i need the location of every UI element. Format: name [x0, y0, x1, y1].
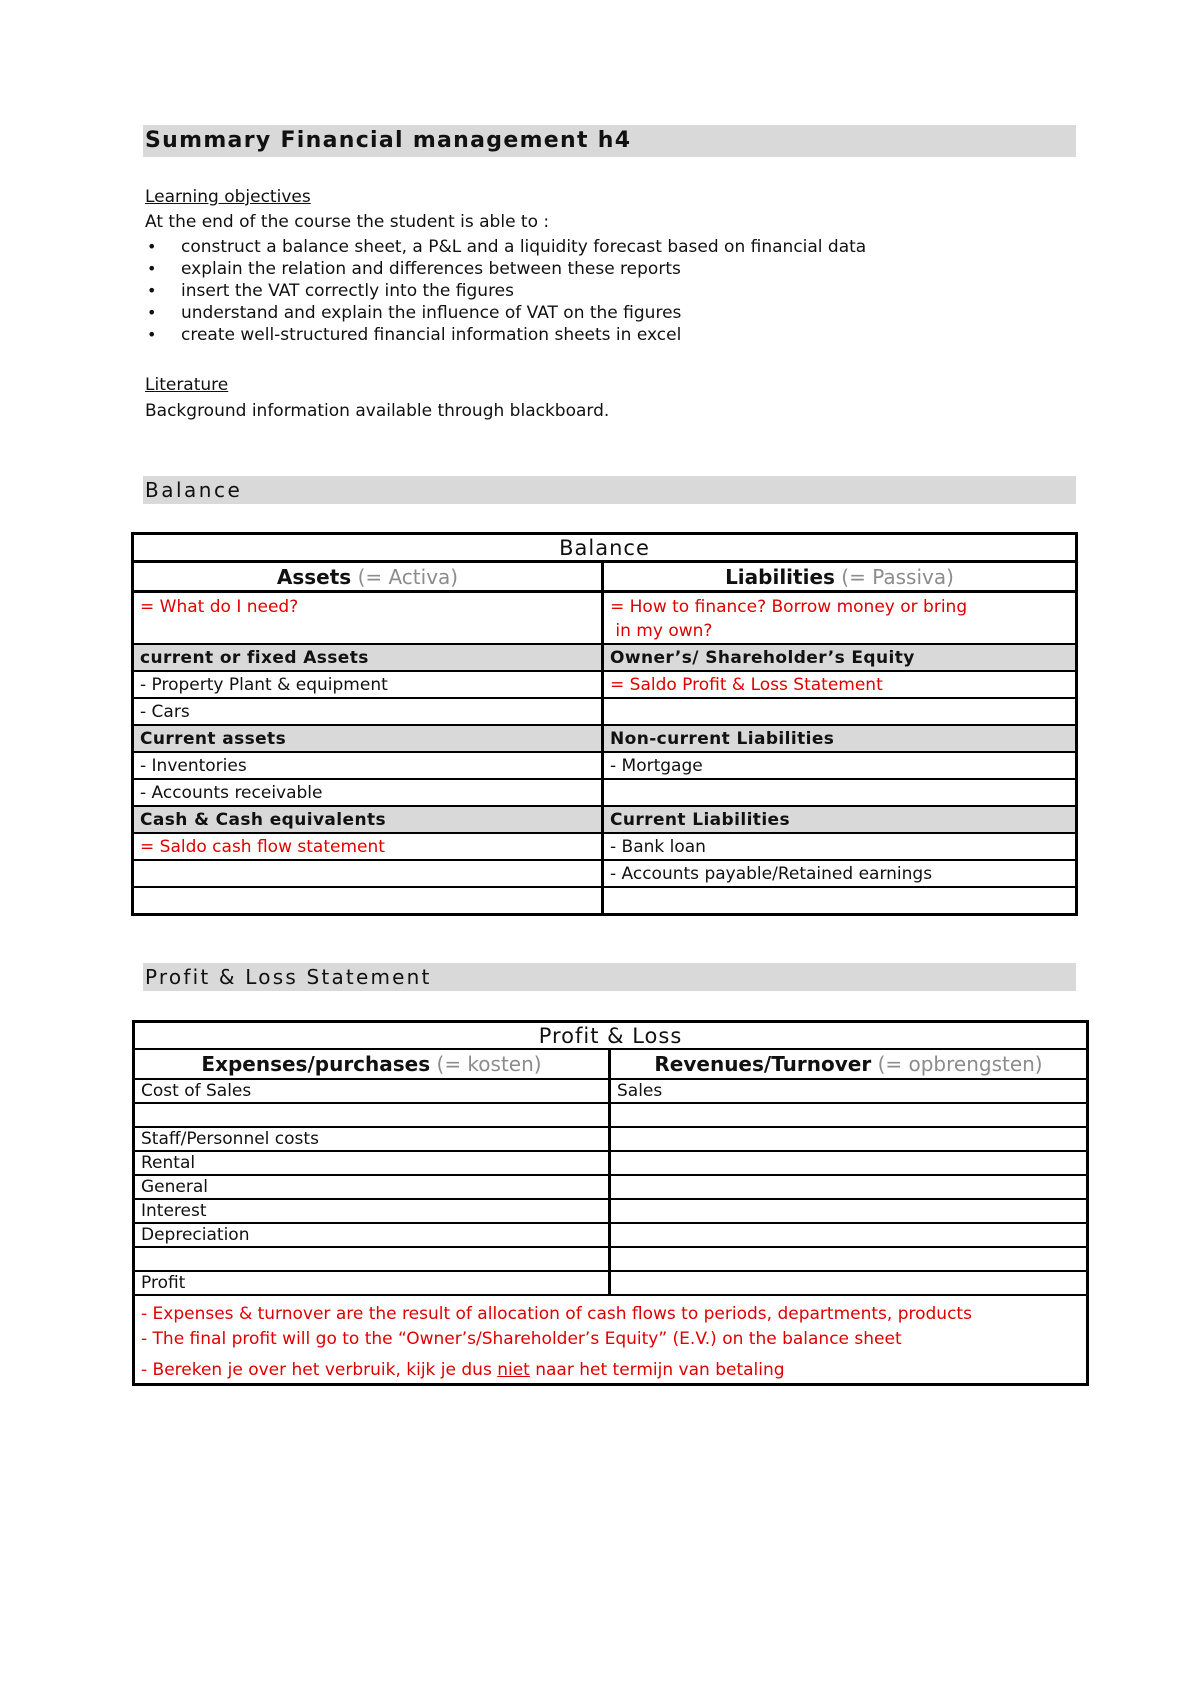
- table-cell: current or fixed Assets: [133, 644, 603, 671]
- table-cell: Current assets: [133, 725, 603, 752]
- pl-note: - Expenses & turnover are the result of allocation of cash flows to periods, departments, products: [141, 1304, 972, 1324]
- table-cell: Cash & Cash equivalents: [133, 806, 603, 833]
- table-cell: [610, 1175, 1088, 1199]
- objective-item: • construct a balance sheet, a P&L and a liquidity forecast based on financial data: [145, 236, 866, 258]
- expenses-column-header: Expenses/purchases (= kosten): [134, 1049, 610, 1079]
- table-cell: [133, 887, 603, 915]
- objective-item: • explain the relation and differences between these reports: [145, 258, 866, 280]
- table-cell: - Mortgage: [603, 752, 1077, 779]
- pl-notes: [134, 1295, 1088, 1385]
- table-cell: Sales: [610, 1079, 1088, 1103]
- table-cell: Depreciation: [134, 1223, 610, 1247]
- table-cell: [610, 1271, 1088, 1295]
- pl-heading-bar: [143, 963, 1076, 991]
- table-cell: [603, 779, 1077, 806]
- liabilities-column-header: Liabilities (= Passiva): [603, 562, 1077, 592]
- liabilities-question: = How to finance? Borrow money or bring in my own?: [603, 592, 1077, 645]
- table-cell: = Saldo cash flow statement: [133, 833, 603, 860]
- table-cell: [603, 887, 1077, 915]
- pl-table-caption: Profit & Loss: [134, 1022, 1088, 1050]
- assets-column-header: Assets (= Activa): [133, 562, 603, 592]
- literature-heading: Literature: [145, 375, 229, 395]
- table-cell: [134, 1247, 610, 1271]
- balance-table: [131, 532, 1078, 916]
- table-cell: Cost of Sales: [134, 1079, 610, 1103]
- table-cell: [610, 1103, 1088, 1127]
- table-cell: [610, 1199, 1088, 1223]
- objective-item: • create well-structured financial information sheets in excel: [145, 324, 866, 346]
- table-cell: [610, 1127, 1088, 1151]
- objective-item: • insert the VAT correctly into the figures: [145, 280, 866, 302]
- table-cell: - Accounts payable/Retained earnings: [603, 860, 1077, 887]
- revenues-column-header: Revenues/Turnover (= opbrengsten): [610, 1049, 1088, 1079]
- literature-text: Background information available through blackboard.: [145, 401, 610, 421]
- table-cell: Non-current Liabilities: [603, 725, 1077, 752]
- balance-heading-bar: [143, 476, 1076, 504]
- table-cell: [610, 1247, 1088, 1271]
- learning-objectives-intro: At the end of the course the student is able to :: [145, 212, 550, 232]
- table-cell: [610, 1151, 1088, 1175]
- table-cell: [610, 1223, 1088, 1247]
- document-title-bar: [143, 125, 1076, 157]
- balance-table-caption: Balance: [133, 534, 1077, 562]
- objective-item: • understand and explain the influence of VAT on the figures: [145, 302, 866, 324]
- pl-heading: Profit & Loss Statement: [145, 965, 432, 989]
- objectives-list: [145, 236, 866, 346]
- table-cell: General: [134, 1175, 610, 1199]
- table-cell: Owner’s/ Shareholder’s Equity: [603, 644, 1077, 671]
- table-cell: - Bank loan: [603, 833, 1077, 860]
- pl-note: - The final profit will go to the “Owner’s/Shareholder’s Equity” (E.V.) on the balance sheet: [141, 1329, 902, 1349]
- balance-heading: Balance: [145, 478, 243, 502]
- assets-question: = What do I need?: [133, 592, 603, 645]
- table-cell: - Inventories: [133, 752, 603, 779]
- document-title: Summary Financial management h4: [145, 128, 632, 153]
- table-cell: Current Liabilities: [603, 806, 1077, 833]
- table-cell: Staff/Personnel costs: [134, 1127, 610, 1151]
- table-cell: [133, 860, 603, 887]
- table-cell: - Cars: [133, 698, 603, 725]
- learning-objectives-heading: Learning objectives: [145, 187, 311, 207]
- table-cell: - Accounts receivable: [133, 779, 603, 806]
- profit-loss-table: [132, 1020, 1089, 1386]
- table-cell: Rental: [134, 1151, 610, 1175]
- pl-note: - Bereken je over het verbruik, kijk je dus niet naar het termijn van betaling: [141, 1360, 785, 1380]
- table-cell: Interest: [134, 1199, 610, 1223]
- table-cell: Profit: [134, 1271, 610, 1295]
- table-cell: - Property Plant & equipment: [133, 671, 603, 698]
- table-cell: [134, 1103, 610, 1127]
- table-cell: = Saldo Profit & Loss Statement: [603, 671, 1077, 698]
- table-cell: [603, 698, 1077, 725]
